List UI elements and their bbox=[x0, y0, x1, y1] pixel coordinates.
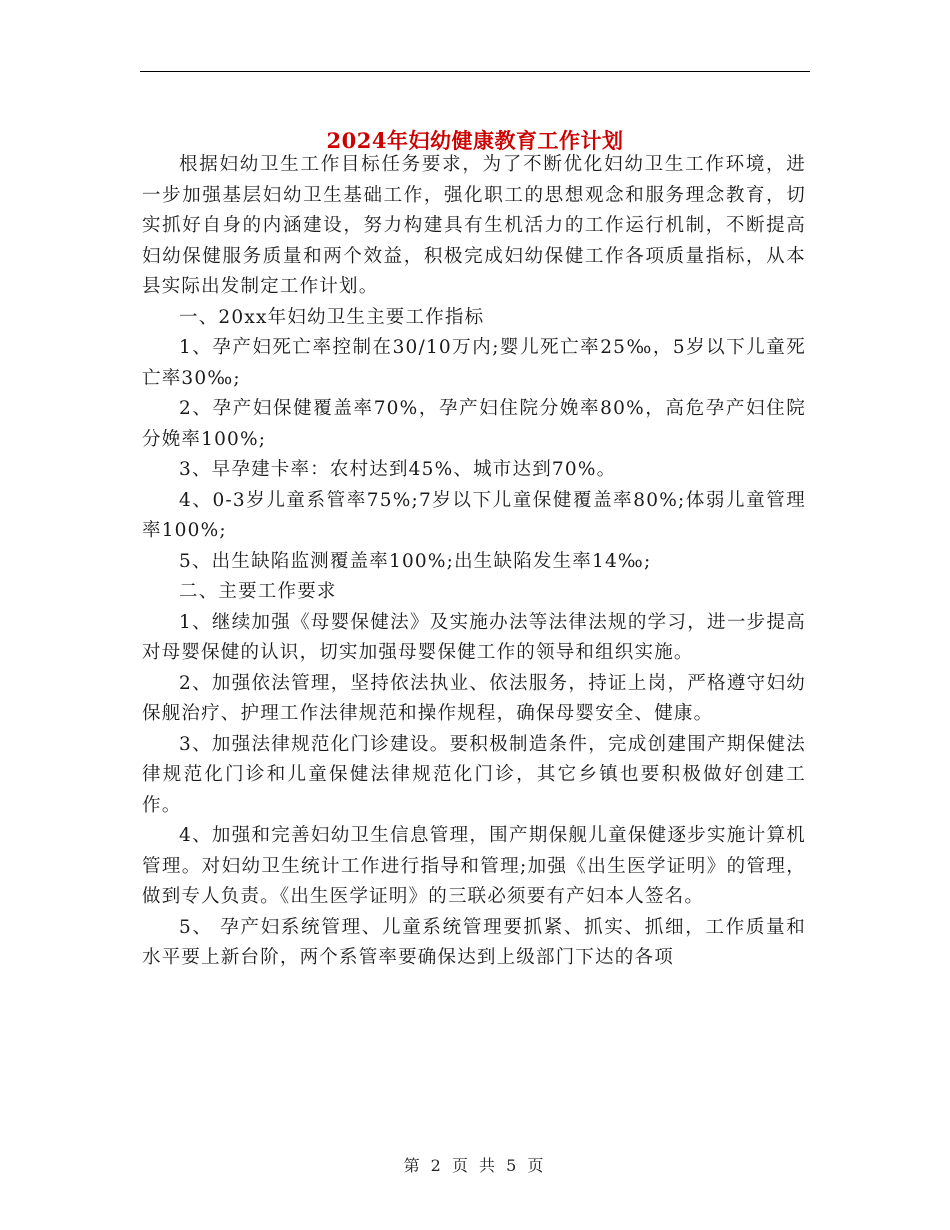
header-rule bbox=[140, 71, 810, 72]
section-heading-1: 一、20xx年妇幼卫生主要工作指标 bbox=[179, 306, 485, 328]
section-heading-2: 二、主要工作要求 bbox=[179, 581, 337, 602]
document-title: 2024年妇幼健康教育工作计划 bbox=[326, 128, 624, 154]
list-item: 2、加强依法管理，坚持依法执业、依法服务，持证上岗，严格遵守妇幼保舰治疗、护理工作法律规范和操作规程，确保母婴安全、健康。 bbox=[142, 672, 806, 724]
list-item: 1、孕产妇死亡率控制在30/10万内;婴儿死亡率25‰，5岁以下儿童死亡率30‰; bbox=[142, 337, 806, 389]
page-number: 第 2 页 共 5 页 bbox=[403, 1156, 547, 1175]
list-item: 3、加强法律规范化门诊建设。要积极制造条件，完成创建围产期保健法律规范化门诊和儿童保健法律规范化门诊，其它乡镇也要积极做好创建工作。 bbox=[142, 733, 806, 816]
paragraph-intro: 根据妇幼卫生工作目标任务要求，为了不断优化妇幼卫生工作环境，进一步加强基层妇幼卫生基础工作，强化职工的思想观念和服务理念教育，切实抓好自身的内涵建设，努力构建具有生机活力的工作运行机制，不断提高妇幼保健服务质量和两个效益，积极完成妇幼保健工作各项质量指标，从本县实际出发制定工作计划。 bbox=[142, 154, 806, 297]
list-item: 4、0-3岁儿童系管率75%;7岁以下儿童保健覆盖率80%;体弱儿童管理率100%; bbox=[142, 489, 806, 541]
list-item: 2、孕产妇保健覆盖率70%，孕产妇住院分娩率80%，高危孕产妇住院分娩率100%; bbox=[142, 398, 806, 450]
list-item: 5、 孕产妇系统管理、儿童系统管理要抓紧、抓实、抓细，工作质量和水平要上新台阶，两个系管率要确保达到上级部门下达的各项 bbox=[142, 916, 806, 968]
document-body bbox=[142, 150, 806, 974]
list-item: 4、加强和完善妇幼卫生信息管理，围产期保舰儿童保健逐步实施计算机管理。对妇幼卫生统计工作进行指导和管理;加强《出生医学证明》的管理，做到专人负责。《出生医学证明》的三联必须要有产妇本人签名。 bbox=[142, 825, 806, 907]
list-item: 3、早孕建卡率：农村达到45%、城市达到70%。 bbox=[179, 459, 617, 480]
list-item: 1、继续加强《母婴保健法》及实施办法等法律法规的学习，进一步提高对母婴保健的认识，切实加强母婴保健工作的领导和组织实施。 bbox=[142, 611, 806, 663]
list-item: 5、出生缺陷监测覆盖率100%;出生缺陷发生率14‰; bbox=[179, 550, 652, 572]
